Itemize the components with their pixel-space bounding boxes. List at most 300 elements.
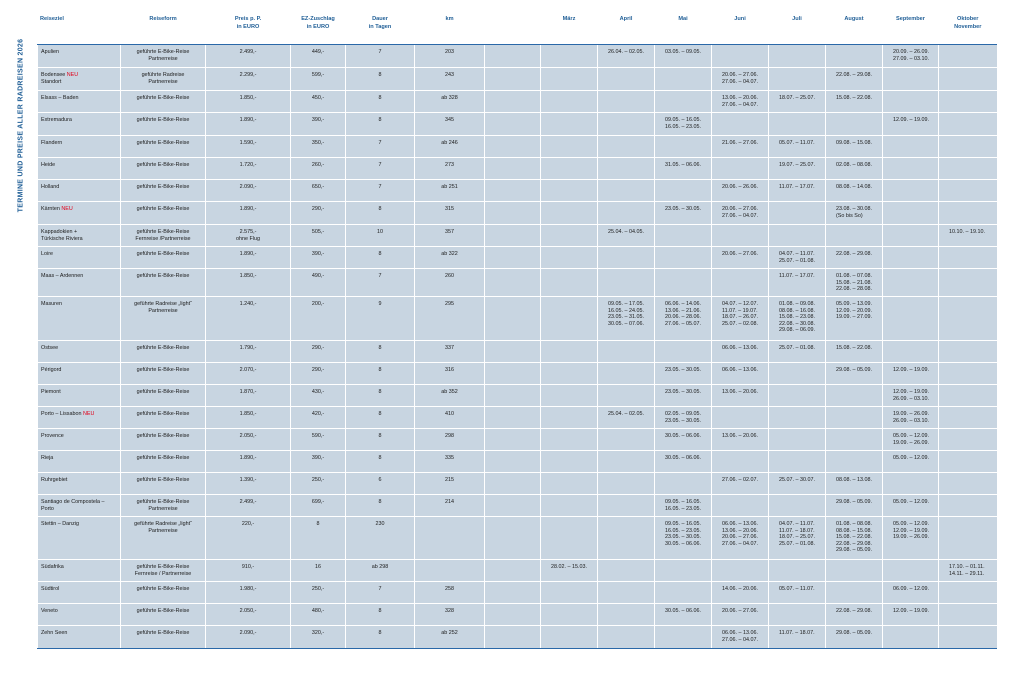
cell-km: 345 xyxy=(415,113,485,136)
cell-juni: 06.06. – 13.06. 13.06. – 20.06. 20.06. – 27.06. 27.06. – 04.07. xyxy=(712,517,769,560)
cell-preis: 1.790,- xyxy=(206,341,291,363)
cell-dauer: 7 xyxy=(346,582,415,604)
cell-august: 15.08. – 22.08. xyxy=(826,91,883,113)
destination-name: Elsass – Baden xyxy=(41,95,79,101)
cell-april xyxy=(598,158,655,180)
table-row xyxy=(38,136,997,158)
cell-km: ab 328 xyxy=(415,91,485,113)
cell-km: 273 xyxy=(415,158,485,180)
cell-reiseform: geführte E-Bike-Reise xyxy=(121,91,206,113)
cell-august: 09.08. – 15.08. xyxy=(826,136,883,158)
cell-reiseform: geführte E-Bike-Reise Fernreise /Partnerreise xyxy=(121,225,206,247)
cell-august: 29.08. – 05.09. xyxy=(826,363,883,385)
destination-name: Maas – Ardennen xyxy=(41,273,84,279)
cell-april xyxy=(598,363,655,385)
cell-juni xyxy=(712,113,769,136)
cell-km: 316 xyxy=(415,363,485,385)
cell-dauer: 8 xyxy=(346,113,415,136)
cell-dauer: 8 xyxy=(346,341,415,363)
cell-oktober-november xyxy=(939,180,997,202)
cell-blank xyxy=(485,604,541,626)
cell-preis: 2.499,- xyxy=(206,495,291,517)
cell-maerz xyxy=(541,113,598,136)
table-header-row xyxy=(38,13,997,45)
cell-preis: 2.090,- xyxy=(206,180,291,202)
cell-blank xyxy=(485,385,541,407)
destination-name: Masuren xyxy=(41,301,62,307)
cell-juli: 05.07. – 11.07. xyxy=(769,136,826,158)
cell-reiseziel xyxy=(38,429,121,451)
cell-reiseziel xyxy=(38,582,121,604)
cell-preis: 1.850,- xyxy=(206,407,291,429)
cell-ez-zuschlag: 250,- xyxy=(291,582,346,604)
cell-ez-zuschlag: 200,- xyxy=(291,297,346,341)
cell-oktober-november xyxy=(939,91,997,113)
cell-dauer: 6 xyxy=(346,473,415,495)
table-row xyxy=(38,582,997,604)
new-badge: NEU xyxy=(82,411,95,417)
cell-maerz xyxy=(541,45,598,68)
cell-reiseform: geführte E-Bike-Reise xyxy=(121,269,206,297)
cell-preis: 2.575,- ohne Flug xyxy=(206,225,291,247)
cell-oktober-november xyxy=(939,407,997,429)
side-title xyxy=(13,40,29,210)
destination-name: Ostsee xyxy=(41,345,59,351)
cell-oktober-november xyxy=(939,473,997,495)
cell-preis: 910,- xyxy=(206,560,291,582)
cell-dauer: 8 xyxy=(346,363,415,385)
header-mai: Mai xyxy=(655,13,712,45)
cell-april xyxy=(598,341,655,363)
cell-august: 22.08. – 29.08. xyxy=(826,604,883,626)
header-juni: Juni xyxy=(712,13,769,45)
cell-ez-zuschlag: 290,- xyxy=(291,202,346,225)
cell-september xyxy=(883,269,939,297)
cell-reiseziel xyxy=(38,451,121,473)
cell-preis: 2.090,- xyxy=(206,626,291,649)
cell-blank xyxy=(485,363,541,385)
cell-april xyxy=(598,180,655,202)
cell-mai xyxy=(655,68,712,91)
cell-oktober-november xyxy=(939,495,997,517)
cell-juni: 20.06. – 26.06. xyxy=(712,180,769,202)
table-row xyxy=(38,269,997,297)
cell-reiseziel xyxy=(38,91,121,113)
cell-september xyxy=(883,473,939,495)
cell-juli xyxy=(769,68,826,91)
cell-september xyxy=(883,225,939,247)
cell-ez-zuschlag: 390,- xyxy=(291,113,346,136)
cell-dauer: 8 xyxy=(346,385,415,407)
cell-april xyxy=(598,560,655,582)
cell-mai xyxy=(655,560,712,582)
cell-ez-zuschlag: 430,- xyxy=(291,385,346,407)
cell-juni: 04.07. – 12.07. 11.07. – 19.07. 18.07. – 26.07. 25.07. – 02.08. xyxy=(712,297,769,341)
cell-blank xyxy=(485,113,541,136)
cell-preis: 1.720,- xyxy=(206,158,291,180)
destination-name: Südafrika xyxy=(41,564,64,570)
header-april: April xyxy=(598,13,655,45)
header-september: September xyxy=(883,13,939,45)
header-preis: Preis p. P. in EURO xyxy=(206,13,291,45)
cell-juli: 01.08. – 09.08. 08.08. – 16.08. 15.08. – 23.08. 22.08. – 30.08. 29.08. – 06.09. xyxy=(769,297,826,341)
cell-august: 02.08. – 08.08. xyxy=(826,158,883,180)
header-juli: Juli xyxy=(769,13,826,45)
cell-blank xyxy=(485,180,541,202)
cell-juli xyxy=(769,45,826,68)
cell-ez-zuschlag: 449,- xyxy=(291,45,346,68)
cell-maerz xyxy=(541,269,598,297)
cell-reiseform: geführte E-Bike-Reise xyxy=(121,604,206,626)
cell-april xyxy=(598,473,655,495)
cell-reiseziel xyxy=(38,45,121,68)
cell-mai xyxy=(655,473,712,495)
cell-april xyxy=(598,451,655,473)
cell-reiseziel xyxy=(38,495,121,517)
cell-juni: 13.06. – 20.06. xyxy=(712,385,769,407)
cell-maerz xyxy=(541,626,598,649)
cell-mai: 31.05. – 06.06. xyxy=(655,158,712,180)
table-row xyxy=(38,517,997,560)
cell-august xyxy=(826,407,883,429)
cell-juni: 14.06. – 20.06. xyxy=(712,582,769,604)
table-row xyxy=(38,225,997,247)
cell-reiseziel xyxy=(38,604,121,626)
cell-dauer: 9 xyxy=(346,297,415,341)
cell-mai xyxy=(655,626,712,649)
cell-juni: 20.06. – 27.06. 27.06. – 04.07. xyxy=(712,202,769,225)
table-row xyxy=(38,473,997,495)
cell-reiseform: geführte E-Bike-Reise xyxy=(121,473,206,495)
cell-reiseform: geführte E-Bike-Reise xyxy=(121,341,206,363)
cell-juni xyxy=(712,158,769,180)
cell-mai: 06.06. – 14.06. 13.06. – 21.06. 20.06. – 28.06. 27.06. – 05.07. xyxy=(655,297,712,341)
cell-maerz xyxy=(541,429,598,451)
cell-blank xyxy=(485,517,541,560)
cell-juli xyxy=(769,495,826,517)
cell-juni: 27.06. – 02.07. xyxy=(712,473,769,495)
cell-mai: 09.05. – 16.05. 16.05. – 23.05. xyxy=(655,113,712,136)
cell-juli: 04.07. – 11.07. 11.07. – 18.07. 18.07. – 25.07. 25.07. – 01.08. xyxy=(769,517,826,560)
destination-name: Holland xyxy=(41,184,60,190)
cell-blank xyxy=(485,158,541,180)
cell-reiseziel xyxy=(38,247,121,269)
cell-mai xyxy=(655,136,712,158)
cell-reiseform: geführte E-Bike-Reise Partnerreise xyxy=(121,495,206,517)
cell-april xyxy=(598,269,655,297)
cell-maerz: 28.02. – 15.03. xyxy=(541,560,598,582)
cell-mai: 02.05. – 09.05. 23.05. – 30.05. xyxy=(655,407,712,429)
cell-september: 12.09. – 19.09. 26.09. – 03.10. xyxy=(883,385,939,407)
cell-september: 05.09. – 12.09. xyxy=(883,451,939,473)
cell-oktober-november xyxy=(939,582,997,604)
cell-oktober-november: 10.10. – 19.10. xyxy=(939,225,997,247)
cell-reiseform: geführte Radreise „light“ Partnerreise xyxy=(121,517,206,560)
cell-km: 243 xyxy=(415,68,485,91)
cell-dauer: 7 xyxy=(346,136,415,158)
cell-juli xyxy=(769,385,826,407)
header-reiseziel: Reiseziel xyxy=(38,13,121,45)
cell-blank xyxy=(485,202,541,225)
cell-reiseziel xyxy=(38,473,121,495)
cell-maerz xyxy=(541,341,598,363)
cell-april xyxy=(598,385,655,407)
table-row xyxy=(38,341,997,363)
cell-dauer: 8 xyxy=(346,429,415,451)
table-row xyxy=(38,247,997,269)
cell-blank xyxy=(485,247,541,269)
destination-name: Extremadura xyxy=(41,117,72,123)
cell-maerz xyxy=(541,68,598,91)
cell-april xyxy=(598,582,655,604)
cell-august xyxy=(826,45,883,68)
side-title-text: TERMINE UND PREISE ALLER RADREISEN 2026 xyxy=(17,38,25,212)
cell-september: 05.09. – 12.09. xyxy=(883,495,939,517)
cell-reiseziel xyxy=(38,407,121,429)
cell-juli: 05.07. – 11.07. xyxy=(769,582,826,604)
table-row xyxy=(38,604,997,626)
cell-april xyxy=(598,495,655,517)
cell-april: 25.04. – 04.05. xyxy=(598,225,655,247)
cell-dauer: 10 xyxy=(346,225,415,247)
cell-juli xyxy=(769,429,826,451)
destination-name: Porto – Lissabon xyxy=(41,411,82,417)
cell-reiseform: geführte E-Bike-Reise xyxy=(121,136,206,158)
cell-ez-zuschlag: 8 xyxy=(291,517,346,560)
cell-dauer: 8 xyxy=(346,604,415,626)
cell-dauer: 8 xyxy=(346,202,415,225)
destination-name: Südtirol xyxy=(41,586,60,592)
table-row xyxy=(38,45,997,68)
cell-preis: 1.890,- xyxy=(206,202,291,225)
cell-oktober-november xyxy=(939,247,997,269)
cell-september xyxy=(883,297,939,341)
cell-august: 08.08. – 13.08. xyxy=(826,473,883,495)
cell-km: 295 xyxy=(415,297,485,341)
cell-juli: 11.07. – 17.07. xyxy=(769,180,826,202)
cell-juni: 06.06. – 13.06. xyxy=(712,341,769,363)
cell-reiseform: geführte E-Bike-Reise xyxy=(121,247,206,269)
cell-preis: 1.890,- xyxy=(206,451,291,473)
cell-mai: 09.05. – 16.05. 16.05. – 23.05. xyxy=(655,495,712,517)
cell-reiseziel xyxy=(38,341,121,363)
cell-preis: 1.890,- xyxy=(206,113,291,136)
cell-dauer: ab 298 xyxy=(346,560,415,582)
cell-preis: 2.050,- xyxy=(206,604,291,626)
cell-juli: 04.07. – 11.07. 25.07. – 01.08. xyxy=(769,247,826,269)
cell-oktober-november xyxy=(939,363,997,385)
destination-name: Apulien xyxy=(41,49,59,55)
cell-blank xyxy=(485,626,541,649)
cell-blank xyxy=(485,495,541,517)
cell-maerz xyxy=(541,202,598,225)
table-row xyxy=(38,363,997,385)
cell-september: 12.09. – 19.09. xyxy=(883,363,939,385)
cell-reiseform: geführte E-Bike-Reise xyxy=(121,113,206,136)
cell-september xyxy=(883,247,939,269)
cell-juni xyxy=(712,225,769,247)
cell-september: 12.09. – 19.09. xyxy=(883,604,939,626)
cell-blank xyxy=(485,136,541,158)
cell-april: 25.04. – 02.05. xyxy=(598,407,655,429)
cell-km: 215 xyxy=(415,473,485,495)
cell-ez-zuschlag: 260,- xyxy=(291,158,346,180)
cell-mai xyxy=(655,225,712,247)
header-reiseform: Reiseform xyxy=(121,13,206,45)
cell-blank xyxy=(485,68,541,91)
cell-mai: 30.05. – 06.06. xyxy=(655,429,712,451)
cell-reiseform: geführte Radreise Partnerreise xyxy=(121,68,206,91)
cell-maerz xyxy=(541,604,598,626)
cell-oktober-november xyxy=(939,297,997,341)
cell-preis: 2.070,- xyxy=(206,363,291,385)
cell-juni xyxy=(712,407,769,429)
table-row xyxy=(38,68,997,91)
cell-september xyxy=(883,341,939,363)
cell-april xyxy=(598,68,655,91)
cell-oktober-november xyxy=(939,604,997,626)
cell-mai xyxy=(655,247,712,269)
cell-juli: 25.07. – 30.07. xyxy=(769,473,826,495)
cell-mai xyxy=(655,269,712,297)
cell-maerz xyxy=(541,495,598,517)
cell-dauer: 8 xyxy=(346,626,415,649)
cell-august: 05.09. – 13.09. 12.09. – 20.09. 19.09. – 27.09. xyxy=(826,297,883,341)
cell-august xyxy=(826,225,883,247)
destination-name: Flandern xyxy=(41,140,63,146)
cell-juni: 13.06. – 20.06. xyxy=(712,429,769,451)
destination-name: Kappadokien + Türkische Riviera xyxy=(41,229,83,242)
cell-august: 01.08. – 08.08. 08.08. – 15.08. 15.08. – 22.08. 22.08. – 29.08. 29.08. – 05.09. xyxy=(826,517,883,560)
cell-km: ab 251 xyxy=(415,180,485,202)
cell-maerz xyxy=(541,297,598,341)
cell-reiseform: geführte E-Bike-Reise xyxy=(121,582,206,604)
cell-ez-zuschlag: 16 xyxy=(291,560,346,582)
cell-km xyxy=(415,560,485,582)
cell-ez-zuschlag: 250,- xyxy=(291,473,346,495)
cell-ez-zuschlag: 505,- xyxy=(291,225,346,247)
table-row xyxy=(38,626,997,649)
cell-juli xyxy=(769,451,826,473)
cell-preis: 2.499,- xyxy=(206,45,291,68)
cell-juni: 06.06. – 13.06. 27.06. – 04.07. xyxy=(712,626,769,649)
cell-km: ab 252 xyxy=(415,626,485,649)
cell-reiseziel xyxy=(38,202,121,225)
cell-april xyxy=(598,517,655,560)
cell-dauer: 8 xyxy=(346,451,415,473)
cell-reiseziel xyxy=(38,225,121,247)
cell-ez-zuschlag: 290,- xyxy=(291,341,346,363)
cell-preis: 220,- xyxy=(206,517,291,560)
table-row xyxy=(38,180,997,202)
cell-mai: 03.05. – 09.05. xyxy=(655,45,712,68)
cell-km: 337 xyxy=(415,341,485,363)
cell-juni xyxy=(712,560,769,582)
cell-oktober-november xyxy=(939,341,997,363)
cell-juli: 18.07. – 25.07. xyxy=(769,91,826,113)
cell-april xyxy=(598,113,655,136)
cell-ez-zuschlag: 450,- xyxy=(291,91,346,113)
cell-april xyxy=(598,429,655,451)
table-row xyxy=(38,495,997,517)
destination-name: Provence xyxy=(41,433,64,439)
destination-name: Santiago de Compostela – Porto xyxy=(41,499,105,512)
cell-preis: 1.890,- xyxy=(206,247,291,269)
cell-maerz xyxy=(541,136,598,158)
cell-reiseform: geführte E-Bike-Reise xyxy=(121,385,206,407)
cell-dauer: 8 xyxy=(346,407,415,429)
cell-ez-zuschlag: 699,- xyxy=(291,495,346,517)
cell-oktober-november xyxy=(939,385,997,407)
cell-maerz xyxy=(541,247,598,269)
cell-reiseform: geführte Radreise „light“ Partnerreise xyxy=(121,297,206,341)
cell-juni: 20.06. – 27.06. xyxy=(712,247,769,269)
cell-km: 260 xyxy=(415,269,485,297)
cell-maerz xyxy=(541,582,598,604)
cell-ez-zuschlag: 599,- xyxy=(291,68,346,91)
cell-juli: 19.07. – 25.07. xyxy=(769,158,826,180)
cell-august xyxy=(826,582,883,604)
cell-april xyxy=(598,202,655,225)
cell-km xyxy=(415,517,485,560)
cell-reiseform: geführte E-Bike-Reise xyxy=(121,626,206,649)
cell-august: 15.08. – 22.08. xyxy=(826,341,883,363)
cell-oktober-november xyxy=(939,202,997,225)
cell-dauer: 8 xyxy=(346,247,415,269)
cell-km: 315 xyxy=(415,202,485,225)
destination-name: Veneto xyxy=(41,608,58,614)
trips-table xyxy=(37,13,997,649)
cell-august xyxy=(826,429,883,451)
cell-dauer: 8 xyxy=(346,91,415,113)
cell-oktober-november xyxy=(939,158,997,180)
cell-km: 258 xyxy=(415,582,485,604)
cell-dauer: 7 xyxy=(346,180,415,202)
cell-reiseziel xyxy=(38,113,121,136)
cell-ez-zuschlag: 590,- xyxy=(291,429,346,451)
cell-juni xyxy=(712,495,769,517)
header-august: August xyxy=(826,13,883,45)
cell-oktober-november xyxy=(939,451,997,473)
cell-oktober-november xyxy=(939,429,997,451)
cell-reiseform: geführte E-Bike-Reise xyxy=(121,158,206,180)
cell-maerz xyxy=(541,180,598,202)
cell-mai xyxy=(655,91,712,113)
table-row xyxy=(38,202,997,225)
cell-september: 05.09. – 12.09. 12.09. – 19.09. 19.09. – 26.09. xyxy=(883,517,939,560)
cell-juli xyxy=(769,407,826,429)
cell-maerz xyxy=(541,385,598,407)
cell-mai: 23.05. – 30.05. xyxy=(655,385,712,407)
cell-september xyxy=(883,626,939,649)
cell-oktober-november xyxy=(939,269,997,297)
cell-mai xyxy=(655,341,712,363)
cell-preis: 1.980,- xyxy=(206,582,291,604)
destination-subtitle: Standort xyxy=(41,78,62,85)
cell-km: 357 xyxy=(415,225,485,247)
cell-juni: 13.06. – 20.06. 27.06. – 04.07. xyxy=(712,91,769,113)
cell-maerz xyxy=(541,451,598,473)
cell-september xyxy=(883,136,939,158)
cell-dauer: 8 xyxy=(346,495,415,517)
cell-juli: 11.07. – 18.07. xyxy=(769,626,826,649)
cell-km: 298 xyxy=(415,429,485,451)
cell-juli: 11.07. – 17.07. xyxy=(769,269,826,297)
header-maerz: März xyxy=(541,13,598,45)
cell-juni xyxy=(712,269,769,297)
cell-maerz xyxy=(541,363,598,385)
cell-august xyxy=(826,451,883,473)
